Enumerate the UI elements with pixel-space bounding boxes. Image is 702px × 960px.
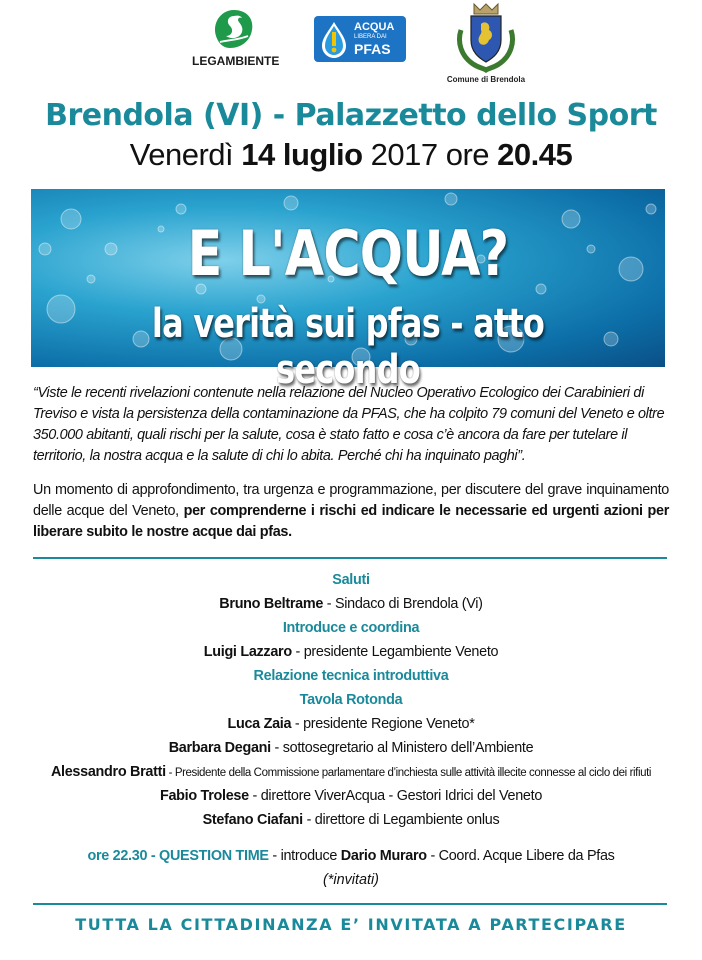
speaker-row — [0, 808, 702, 832]
date-time: 20.45 — [497, 137, 573, 172]
intro-bold: per comprenderne i rischi ed indicare le necessarie ed urgenti azioni per liberare subito le nostre acque dai pfas. — [33, 503, 669, 540]
speaker-name: Stefano Ciafani — [202, 812, 303, 828]
question-time — [0, 848, 702, 864]
section-tavola: Tavola Rotonda — [299, 692, 403, 708]
event-date — [0, 137, 702, 173]
speaker-role: - Presidente della Commissione parlamentare d’inchiesta sulle attività illecite connesse al ciclo dei rifiuti — [165, 767, 652, 779]
question-time-name: Dario Muraro — [340, 848, 427, 864]
acqua-line3: PFAS — [354, 41, 391, 57]
speaker-role: - presidente Regione Veneto* — [291, 716, 475, 732]
footer-invitation: TUTTA LA CITTADINANZA E’ INVITATA A PARTECIPARE — [75, 915, 627, 934]
comune-logo — [440, 0, 532, 88]
divider-bottom — [33, 903, 667, 905]
speaker-role: - presidente Legambiente Veneto — [291, 644, 499, 660]
speaker-name: Alessandro Bratti — [50, 764, 166, 780]
intro-text: Un momento di approfondimento, tra urgenza e programmazione, per discutere del grave inquinamento delle acque del Veneto, — [33, 482, 669, 519]
acqua-line2: LIBERA DAI — [354, 34, 387, 40]
coat-of-arms-icon — [453, 0, 519, 74]
speaker-name: Bruno Beltrame — [219, 596, 324, 612]
speaker-name: Luca Zaia — [227, 716, 292, 732]
invited-note: (*invitati) — [323, 872, 379, 888]
speaker-role: - sottosegretario al Ministero dell’Ambiente — [270, 740, 534, 756]
section-introduce: Introduce e coordina — [282, 620, 420, 636]
banner-title: E L'ACQUA? — [187, 217, 509, 290]
speaker-row — [0, 640, 702, 664]
question-time-text: - introduce — [268, 848, 341, 864]
event-venue: Brendola (VI) - Palazzetto dello Sport — [45, 98, 657, 133]
legambiente-logo — [192, 6, 280, 70]
question-time-role: - Coord. Acque Libere da Pfas — [426, 848, 615, 864]
intro-paragraph — [33, 480, 669, 543]
date-year: 2017 ore — [362, 137, 498, 172]
water-banner — [31, 189, 665, 393]
speaker-row — [0, 712, 702, 736]
banner-subtitle: la verità sui pfas - atto secondo — [151, 301, 545, 393]
section-relazione: Relazione tecnica introduttiva — [253, 668, 449, 684]
legambiente-label: LEGAMBIENTE — [192, 54, 280, 68]
speaker-row — [0, 784, 702, 808]
date-date: 14 luglio — [241, 137, 363, 172]
comune-label: Comune di Brendola — [446, 75, 526, 84]
speaker-role: - Sindaco di Brendola (Vi) — [323, 596, 483, 612]
swan-leaf-icon — [210, 6, 256, 52]
quote-paragraph: “Viste le recenti rivelazioni contenute nella relazione del Nucleo Operativo Ecologico dei Carabinieri di Treviso e vista la persistenza della contaminazione da PFAS, che ha colpito 79 comuni del Veneto e oltre 350.000 abitanti, quali rischi per la salute, cosa è stato fatto e cosa c’è ancora da fare per tutelare il territorio, la nostra acqua e la salute di chi lo abita. Perché chi ha inquinato paghi”. — [33, 385, 665, 464]
speaker-row — [0, 592, 702, 616]
speaker-name: Barbara Degani — [168, 740, 271, 756]
speaker-name: Fabio Trolese — [159, 788, 249, 804]
speaker-role: - direttore di Legambiente onlus — [302, 812, 500, 828]
logo-bar — [0, 0, 702, 92]
program-list — [0, 568, 702, 832]
acqua-line1: ACQUA — [354, 21, 395, 33]
date-day: Venerdì — [129, 137, 242, 172]
question-time-label: ore 22.30 - QUESTION TIME — [87, 848, 269, 864]
acqua-libera-logo — [314, 16, 406, 62]
divider-top — [33, 557, 667, 559]
speaker-row — [0, 760, 702, 784]
speaker-name: Luigi Lazzaro — [203, 644, 292, 660]
speaker-row — [0, 736, 702, 760]
speaker-role: - direttore ViverAcqua - Gestori Idrici del Veneto — [248, 788, 543, 804]
section-saluti: Saluti — [332, 572, 370, 588]
